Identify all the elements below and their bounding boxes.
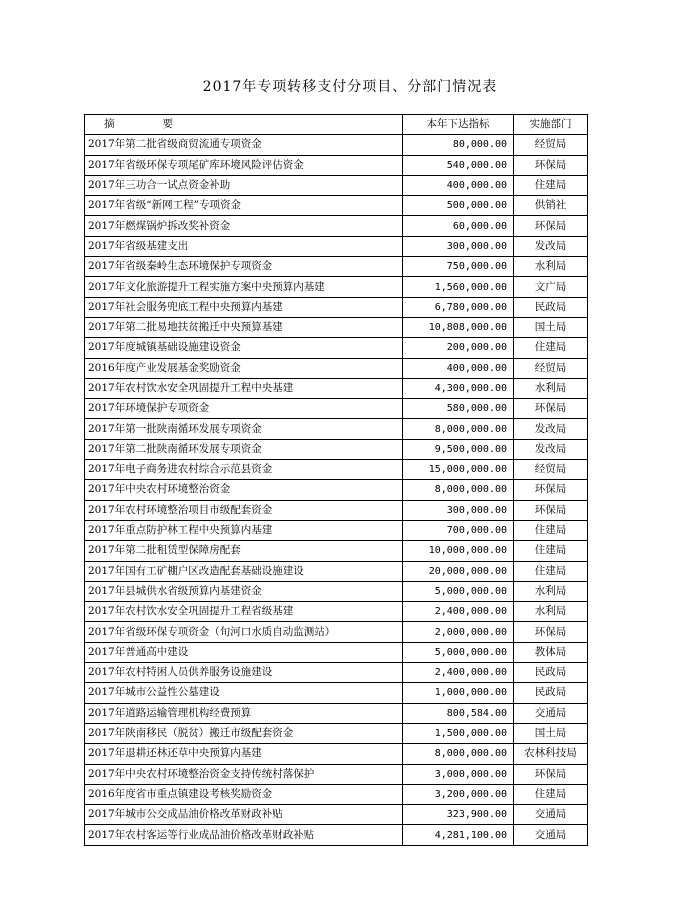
row-dept: 发改局 (514, 419, 588, 439)
table-row (85, 784, 588, 804)
row-amount: 300,000.00 (403, 500, 514, 520)
row-amount: 1,560,000.00 (403, 277, 514, 297)
row-dept: 国土局 (514, 317, 588, 337)
header-summary-a: 摘 (104, 118, 115, 131)
row-dept: 供销社 (514, 196, 588, 216)
row-amount: 10,000,000.00 (403, 541, 514, 561)
table-row (85, 399, 588, 419)
row-amount: 2,400,000.00 (403, 663, 514, 683)
table-row (85, 683, 588, 703)
table-row (85, 338, 588, 358)
row-item: 2017年中央农村环境整治资金支持传统村落保护 (85, 764, 403, 784)
row-amount: 8,000,000.00 (403, 480, 514, 500)
row-dept: 环保局 (514, 500, 588, 520)
row-dept: 水利局 (514, 378, 588, 398)
row-dept: 交通局 (514, 825, 588, 845)
table-row (85, 135, 588, 155)
row-dept: 环保局 (514, 622, 588, 642)
row-dept: 环保局 (514, 480, 588, 500)
table-row (85, 622, 588, 642)
row-item: 2016年度产业发展基金奖励资金 (85, 358, 403, 378)
row-dept: 住建局 (514, 541, 588, 561)
table-row (85, 297, 588, 317)
row-item: 2017年省级环保专项尾矿库环境风险评估资金 (85, 155, 403, 175)
row-dept: 经贸局 (514, 135, 588, 155)
row-amount: 400,000.00 (403, 175, 514, 195)
row-dept: 国土局 (514, 723, 588, 743)
row-dept: 发改局 (514, 439, 588, 459)
row-dept: 民政局 (514, 297, 588, 317)
row-item: 2017年陕南移民（脱贫）搬迁市级配套资金 (85, 723, 403, 743)
row-item: 2017年中央农村环境整治资金 (85, 480, 403, 500)
row-item: 2017年城市公益性公墓建设 (85, 683, 403, 703)
row-dept: 农林科技局 (514, 744, 588, 764)
table-row (85, 703, 588, 723)
row-dept: 经贸局 (514, 358, 588, 378)
table-row (85, 541, 588, 561)
row-dept: 教体局 (514, 642, 588, 662)
row-amount: 80,000.00 (403, 135, 514, 155)
row-item: 2017年农村饮水安全巩固提升工程中央基建 (85, 378, 403, 398)
table-row (85, 358, 588, 378)
table-row (85, 744, 588, 764)
table-row (85, 561, 588, 581)
row-item: 2017年省级“新网工程”专项资金 (85, 196, 403, 216)
allocation-table (84, 114, 588, 846)
table-row (85, 155, 588, 175)
row-item: 2017年农村客运等行业成品油价格改革财政补贴 (85, 825, 403, 845)
header-amount: 本年下达指标 (403, 115, 514, 135)
row-item: 2017年省级秦岭生态环境保护专项资金 (85, 257, 403, 277)
row-amount: 15,000,000.00 (403, 460, 514, 480)
row-dept: 住建局 (514, 520, 588, 540)
row-amount: 5,000,000.00 (403, 642, 514, 662)
table-row (85, 825, 588, 845)
row-dept: 环保局 (514, 764, 588, 784)
row-dept: 文广局 (514, 277, 588, 297)
row-item: 2017年第二批租赁型保障房配套 (85, 541, 403, 561)
row-dept: 水利局 (514, 257, 588, 277)
table-row (85, 460, 588, 480)
table-row (85, 480, 588, 500)
row-amount: 3,000,000.00 (403, 764, 514, 784)
row-dept: 住建局 (514, 175, 588, 195)
row-item: 2017年第一批陕南循环发展专项资金 (85, 419, 403, 439)
table-row (85, 257, 588, 277)
row-amount: 9,500,000.00 (403, 439, 514, 459)
row-item: 2017年省级基建支出 (85, 236, 403, 256)
row-amount: 2,000,000.00 (403, 622, 514, 642)
row-amount: 750,000.00 (403, 257, 514, 277)
row-item: 2017年第二批陕南循环发展专项资金 (85, 439, 403, 459)
row-item: 2017年普通高中建设 (85, 642, 403, 662)
row-item: 2017年国有工矿棚户区改造配套基础设施建设 (85, 561, 403, 581)
row-item: 2017年农村环境整治项目市级配套资金 (85, 500, 403, 520)
row-item: 2017年度城镇基础设施建设资金 (85, 338, 403, 358)
table-row (85, 378, 588, 398)
row-item: 2017年道路运输管理机构经费预算 (85, 703, 403, 723)
header-dept: 实施部门 (514, 115, 588, 135)
row-dept: 民政局 (514, 663, 588, 683)
row-amount: 500,000.00 (403, 196, 514, 216)
row-amount: 60,000.00 (403, 216, 514, 236)
table-row (85, 581, 588, 601)
table-row (85, 642, 588, 662)
table-row (85, 175, 588, 195)
row-item: 2017年退耕还林还草中央预算内基建 (85, 744, 403, 764)
row-dept: 水利局 (514, 602, 588, 622)
row-item: 2016年度省市重点镇建设考核奖励资金 (85, 784, 403, 804)
row-amount: 8,000,000.00 (403, 419, 514, 439)
row-amount: 4,300,000.00 (403, 378, 514, 398)
row-item: 2017年第二批易地扶贫搬迁中央预算基建 (85, 317, 403, 337)
row-amount: 8,000,000.00 (403, 744, 514, 764)
row-amount: 4,281,100.00 (403, 825, 514, 845)
row-amount: 323,900.00 (403, 805, 514, 825)
table-row (85, 439, 588, 459)
row-dept: 交通局 (514, 805, 588, 825)
row-amount: 400,000.00 (403, 358, 514, 378)
row-amount: 580,000.00 (403, 399, 514, 419)
row-item: 2017年环境保护专项资金 (85, 399, 403, 419)
row-dept: 住建局 (514, 784, 588, 804)
row-item: 2017年社会服务兜底工程中央预算内基建 (85, 297, 403, 317)
row-dept: 交通局 (514, 703, 588, 723)
table-row (85, 216, 588, 236)
table-row (85, 277, 588, 297)
row-item: 2017年重点防护林工程中央预算内基建 (85, 520, 403, 540)
page-title: 2017年专项转移支付分项目、分部门情况表 (202, 79, 498, 95)
row-amount: 10,808,000.00 (403, 317, 514, 337)
row-amount: 800,584.00 (403, 703, 514, 723)
table-row (85, 236, 588, 256)
table-row (85, 663, 588, 683)
header-summary-b: 要 (162, 118, 173, 131)
row-item: 2017年农村饮水安全巩固提升工程省级基建 (85, 602, 403, 622)
table-row (85, 764, 588, 784)
table-row (85, 196, 588, 216)
row-dept: 民政局 (514, 683, 588, 703)
row-amount: 200,000.00 (403, 338, 514, 358)
row-amount: 2,400,000.00 (403, 602, 514, 622)
row-amount: 1,000,000.00 (403, 683, 514, 703)
row-item: 2017年农村特困人员供养服务设施建设 (85, 663, 403, 683)
row-item: 2017年省级环保专项资金（旬河口水质自动监测站） (85, 622, 403, 642)
row-dept: 发改局 (514, 236, 588, 256)
header-summary (85, 115, 403, 135)
row-amount: 300,000.00 (403, 236, 514, 256)
row-dept: 水利局 (514, 581, 588, 601)
row-amount: 1,500,000.00 (403, 723, 514, 743)
table-header-row (85, 115, 588, 135)
row-dept: 住建局 (514, 561, 588, 581)
row-item: 2017年电子商务进农村综合示范县资金 (85, 460, 403, 480)
row-amount: 20,000,000.00 (403, 561, 514, 581)
row-dept: 环保局 (514, 155, 588, 175)
row-item: 2017年第二批省级商贸流通专项资金 (85, 135, 403, 155)
table-row (85, 419, 588, 439)
row-amount: 540,000.00 (403, 155, 514, 175)
row-item: 2017年燃煤锅炉拆改奖补资金 (85, 216, 403, 236)
row-dept: 环保局 (514, 216, 588, 236)
row-amount: 700,000.00 (403, 520, 514, 540)
row-dept: 经贸局 (514, 460, 588, 480)
row-item: 2017年文化旅游提升工程实施方案中央预算内基建 (85, 277, 403, 297)
row-item: 2017年城市公交成品油价格改革财政补贴 (85, 805, 403, 825)
row-amount: 6,780,000.00 (403, 297, 514, 317)
row-dept: 环保局 (514, 399, 588, 419)
table-row (85, 602, 588, 622)
table-row (85, 500, 588, 520)
row-amount: 5,000,000.00 (403, 581, 514, 601)
row-amount: 3,200,000.00 (403, 784, 514, 804)
row-item: 2017年县城供水省级预算内基建资金 (85, 581, 403, 601)
table-row (85, 805, 588, 825)
row-item: 2017年三功合一试点资金补助 (85, 175, 403, 195)
table-row (85, 520, 588, 540)
row-dept: 住建局 (514, 338, 588, 358)
table-row (85, 723, 588, 743)
table-row (85, 317, 588, 337)
